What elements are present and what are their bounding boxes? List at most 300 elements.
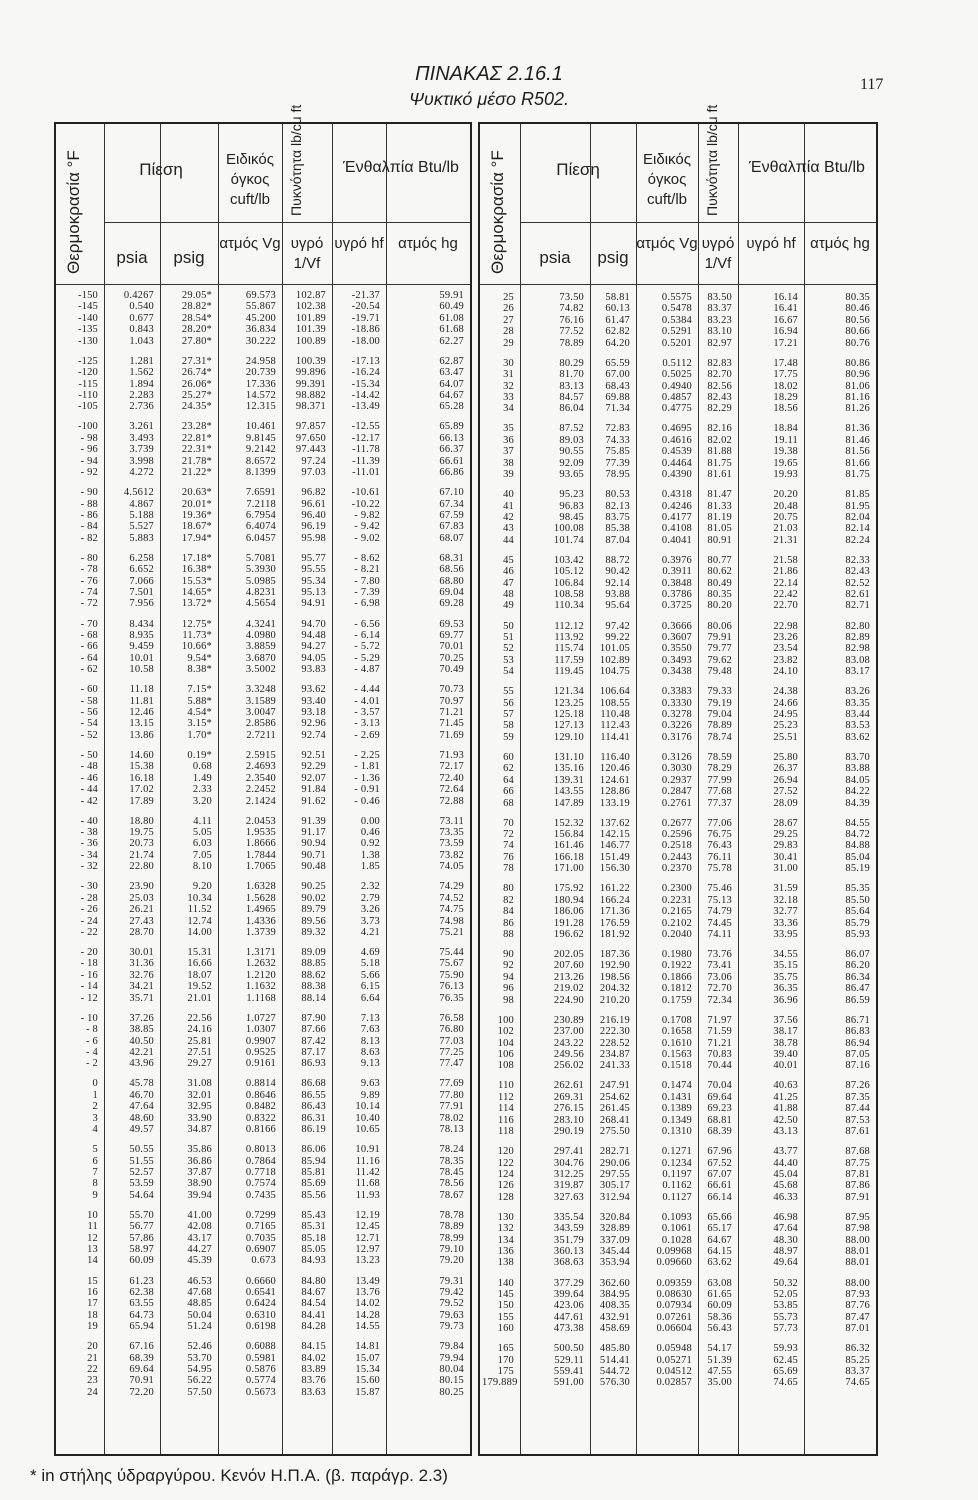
table-cell: 0.4267 — [123, 290, 154, 301]
table-cell: 27.43 — [129, 915, 154, 927]
table-cell: 57.50 — [187, 1386, 212, 1398]
table-cell: 106 — [497, 1048, 514, 1060]
table-cell: 88.00 — [845, 1234, 870, 1246]
table-cell: 68.31 — [439, 552, 464, 564]
table-cell: 16.66 — [187, 958, 212, 970]
table-cell: 35.00 — [707, 1377, 732, 1389]
table-cell: 76 — [503, 851, 514, 863]
table-cell: 28 — [503, 326, 514, 338]
table-cell: 64.15 — [707, 1246, 732, 1257]
table-cell: 65.89 — [439, 421, 464, 433]
table-cell: 78.45 — [439, 1166, 464, 1178]
table-cell: 86.34 — [845, 971, 870, 983]
table-cell: 87.86 — [845, 1180, 870, 1192]
table-cell: 12.45 — [355, 1221, 380, 1233]
table-cell: 72.88 — [439, 795, 464, 807]
table-cell: 80.86 — [845, 357, 870, 369]
table-cell: 80.29 — [559, 357, 584, 369]
table-cell: 83.50 — [707, 292, 732, 303]
table-cell: 15.31 — [187, 947, 212, 958]
table-cell: - 52 — [80, 729, 98, 741]
table-cell: 5.188 — [129, 509, 154, 521]
table-cell: 77.25 — [439, 1046, 464, 1058]
table-cell: 30.01 — [129, 947, 154, 958]
table-cell: 37.26 — [129, 1012, 154, 1024]
table-cell: 79.33 — [707, 686, 732, 698]
table-cell: 216.19 — [599, 1014, 630, 1026]
table-cell: 7.2118 — [246, 498, 276, 510]
table-cell: 86.94 — [845, 1037, 870, 1049]
table-cell: 139.31 — [553, 774, 584, 786]
table-cell: 56.77 — [129, 1221, 154, 1233]
header-divider — [520, 222, 876, 223]
table-cell: 230.89 — [553, 1014, 584, 1026]
table-cell: 0.5291 — [661, 326, 692, 338]
table-cell: 62 — [503, 763, 514, 775]
table-cell: 86.55 — [301, 1089, 326, 1101]
table-cell: 41 — [503, 500, 514, 512]
table-cell: 80.46 — [845, 303, 870, 315]
table-cell: 87.75 — [845, 1157, 870, 1169]
table-cell: 64.20 — [605, 337, 630, 349]
table-cell: 4.867 — [129, 498, 154, 510]
table-cell: 20.48 — [773, 500, 798, 512]
table-cell: 0.04512 — [656, 1366, 692, 1377]
table-cell: 2.1424 — [245, 795, 276, 807]
table-cell: 514.41 — [599, 1354, 630, 1366]
table-cell: - 88 — [80, 498, 98, 510]
table-cell: 328.89 — [599, 1223, 630, 1235]
table-cell: 198.56 — [599, 971, 630, 983]
table-cell: 92.29 — [301, 761, 326, 773]
table-cell: -10.61 — [351, 487, 380, 499]
table-cell: 68.07 — [439, 532, 464, 544]
table-cell: 23.28* — [181, 421, 212, 433]
table-cell: 0.4041 — [661, 534, 692, 546]
table-cell: - 8.21 — [354, 564, 380, 576]
table-cell: 71.21 — [707, 1037, 732, 1049]
table-cell: - 26 — [80, 904, 98, 916]
footnote: * in στήλης ύδραργύρου. Κενόν Η.Π.Α. (β. παράγρ. 2.3) — [30, 1466, 448, 1485]
column-divider — [590, 124, 591, 1454]
table-cell: 97.650 — [295, 432, 326, 444]
table-cell: 39 — [503, 469, 514, 480]
table-cell: 29.27 — [187, 1058, 212, 1070]
table-cell: 48.85 — [187, 1298, 212, 1310]
table-cell: 31 — [503, 369, 514, 381]
table-cell: 0.3550 — [661, 643, 692, 655]
table-cell: 16.14 — [773, 292, 798, 303]
table-cell: 123.25 — [553, 697, 584, 709]
table-cell: 25.81 — [187, 1035, 212, 1047]
table-cell: 8 — [92, 1178, 98, 1190]
table-cell: 13.49 — [355, 1275, 380, 1287]
table-cell: 89.09 — [301, 947, 326, 958]
table-cell: 26.21 — [129, 904, 154, 916]
table-cell: 21.31 — [773, 534, 798, 546]
table-cell: 3.6870 — [245, 652, 276, 664]
table-cell: 85.69 — [301, 1178, 326, 1190]
table-cell: 345.44 — [599, 1246, 630, 1257]
table-cell: 45.78 — [129, 1078, 154, 1090]
table-cell: 0.2761 — [661, 797, 692, 809]
table-cell: 0.673 — [251, 1255, 276, 1267]
table-cell: 18.56 — [773, 403, 798, 415]
table-cell: 33.36 — [773, 917, 798, 929]
table-cell: 145 — [497, 1288, 514, 1300]
table-cell: 1.7065 — [245, 861, 276, 873]
table-cell: 79.20 — [439, 1255, 464, 1267]
table-cell: 9.54* — [187, 652, 212, 664]
header-density: Πυκνότητα lb/cu ft — [704, 104, 720, 216]
table-cell: 0.5478 — [661, 303, 692, 315]
table-cell: 192.90 — [599, 960, 630, 972]
table-cell: - 14 — [80, 981, 98, 993]
table-cell: 50.32 — [773, 1277, 798, 1289]
table-cell: - 98 — [80, 432, 98, 444]
table-cell: 399.64 — [553, 1288, 584, 1300]
table-cell: 60 — [503, 751, 514, 763]
table-cell: 0.3786 — [661, 589, 692, 600]
table-cell: 196.62 — [553, 928, 584, 940]
table-cell: 0.3666 — [661, 620, 692, 632]
table-cell: 15.34 — [355, 1364, 380, 1375]
table-cell: - 4.87 — [354, 664, 380, 676]
table-cell: 14.81 — [355, 1341, 380, 1353]
table-cell: 37.87 — [187, 1166, 212, 1178]
table-cell: 21 — [87, 1352, 98, 1364]
table-cell: 47.64 — [129, 1101, 154, 1113]
table-cell: 1.6328 — [245, 881, 276, 893]
table-cell: 12.315 — [245, 401, 276, 413]
table-cell: -12.17 — [351, 432, 380, 444]
table-cell: 2.736 — [129, 401, 154, 413]
table-cell: 80.15 — [439, 1375, 464, 1387]
table-cell: -11.39 — [352, 455, 380, 467]
table-cell: 97.24 — [301, 455, 326, 467]
table-cell: - 7.39 — [354, 587, 380, 598]
table-cell: 10.01 — [129, 652, 154, 664]
table-cell: 80.35 — [845, 292, 870, 303]
header-temperature: Θερμοκρασία °F — [64, 150, 83, 274]
header-vapor-hg: ατμός hg — [398, 235, 458, 252]
table-cell: 3.261 — [129, 421, 154, 433]
table-cell: 335.54 — [553, 1211, 584, 1223]
table-cell: 0.92 — [360, 838, 380, 850]
table-cell: 131.10 — [553, 751, 584, 763]
table-cell: 0.4940 — [661, 380, 692, 392]
table-cell: 237.00 — [553, 1026, 584, 1038]
table-cell: 67.07 — [707, 1168, 732, 1180]
table-cell: 36.35 — [773, 983, 798, 995]
table-cell: 67.10 — [439, 487, 464, 499]
table-cell: 155 — [497, 1311, 514, 1323]
table-cell: - 9.82 — [354, 509, 380, 521]
table-cell: 130 — [497, 1211, 514, 1223]
table-cell: 0.1708 — [661, 1014, 692, 1026]
table-cell: 80.04 — [439, 1364, 464, 1375]
table-cell: 66.61 — [707, 1180, 732, 1192]
table-cell: -21.37 — [351, 290, 380, 301]
table-cell: 41.88 — [773, 1103, 798, 1115]
table-cell: 3.1589 — [245, 695, 276, 707]
table-cell: - 64 — [80, 652, 98, 664]
table-cell: 78.89 — [559, 337, 584, 349]
table-cell: 0.1127 — [662, 1191, 692, 1203]
table-cell: 121.34 — [553, 686, 584, 698]
table-cell: 18.02 — [773, 380, 798, 392]
table-cell: 75.44 — [439, 947, 464, 958]
table-cell: 71.69 — [439, 729, 464, 741]
table-cell: 143.55 — [553, 786, 584, 798]
table-cell: 5 — [92, 1144, 98, 1156]
table-cell: 52.46 — [187, 1341, 212, 1353]
table-cell: 13.76 — [355, 1286, 380, 1298]
table-cell: 17.75 — [773, 369, 798, 381]
table-cell: 79.42 — [439, 1286, 464, 1298]
table-cell: 97.42 — [605, 620, 630, 632]
table-cell: 43.13 — [773, 1126, 798, 1137]
table-cell: 84.67 — [301, 1286, 326, 1298]
table-cell: 559.41 — [553, 1366, 584, 1377]
table-cell: 32.01 — [187, 1089, 212, 1101]
table-cell: 29.83 — [773, 840, 798, 852]
table-cell: 0.5981 — [245, 1352, 276, 1364]
table-cell: 57 — [503, 709, 514, 720]
table-cell: 87.91 — [845, 1191, 870, 1203]
table-cell: 93.62 — [301, 684, 326, 696]
table-cell: - 4.44 — [354, 684, 380, 696]
header-vapor-vg: ατμός Vg — [636, 235, 698, 252]
table-cell: 165 — [497, 1343, 514, 1355]
table-cell: 312.25 — [553, 1168, 584, 1180]
table-cell: 102.89 — [599, 654, 630, 666]
table-cell: 28.67 — [773, 817, 798, 829]
table-cell: 0.3278 — [661, 709, 692, 720]
table-cell: 80.66 — [845, 326, 870, 338]
table-cell: 0.1518 — [661, 1060, 692, 1072]
table-cell: 0.4390 — [661, 469, 692, 480]
table-cell: 0.2165 — [661, 906, 692, 918]
table-cell: 93.88 — [605, 589, 630, 600]
table-cell: 0.1389 — [661, 1103, 692, 1115]
table-cell: 0.1197 — [662, 1168, 692, 1180]
table-cell: 128.86 — [599, 786, 630, 798]
table-cell: 90.48 — [301, 861, 326, 873]
table-cell: 408.35 — [599, 1300, 630, 1312]
table-cell: 87.90 — [301, 1012, 326, 1024]
table-cell: 170 — [497, 1354, 514, 1366]
table-cell: -115 — [78, 378, 98, 390]
table-cell: 4.8231 — [245, 587, 276, 598]
table-cell: 0.4539 — [661, 446, 692, 458]
table-cell: 80.62 — [707, 566, 732, 578]
table-cell: 27.31* — [181, 355, 212, 367]
table-cell: 362.60 — [599, 1277, 630, 1289]
table-cell: 71.34 — [605, 403, 630, 415]
table-cell: 243.22 — [553, 1037, 584, 1049]
table-cell: 171.00 — [553, 863, 584, 875]
table-cell: 191.28 — [553, 917, 584, 929]
table-cell: 87.53 — [845, 1114, 870, 1126]
table-cell: 0.7035 — [245, 1232, 276, 1244]
table-cell: 70.44 — [707, 1060, 732, 1072]
table-cell: 3.0047 — [245, 707, 276, 718]
table-cell: - 68 — [80, 629, 98, 641]
table-cell: 135.16 — [553, 763, 584, 775]
table-cell: 3.26 — [360, 904, 380, 916]
table-cell: - 18 — [80, 958, 98, 970]
table-cell: 19.75 — [129, 827, 154, 838]
table-cell: 275.50 — [599, 1126, 630, 1137]
table-cell: 13 — [87, 1244, 98, 1255]
table-cell: 74.11 — [707, 928, 732, 940]
table-cell: 43.77 — [773, 1146, 798, 1158]
table-cell: 86.07 — [845, 949, 870, 960]
table-cell: 6.64 — [360, 992, 380, 1004]
table-cell: 7.066 — [129, 575, 154, 587]
table-cell: 66.13 — [439, 432, 464, 444]
table-cell: 161.22 — [599, 883, 630, 895]
table-cell: 115.74 — [554, 643, 584, 655]
table-cell: 48.97 — [773, 1246, 798, 1257]
table-cell: 21.74 — [129, 849, 154, 861]
table-cell: 46.98 — [773, 1211, 798, 1223]
table-cell: 100.89 — [295, 335, 326, 347]
table-cell: 61.47 — [605, 314, 630, 326]
table-cell: 5.7081 — [245, 552, 276, 564]
table-cell: 0.9161 — [245, 1058, 276, 1070]
table-cell: 80.53 — [605, 489, 630, 501]
table-cell: 85.43 — [301, 1209, 326, 1221]
table-cell: - 3.13 — [354, 718, 380, 730]
table-cell: 17.18* — [181, 552, 212, 564]
table-cell: 10 — [87, 1209, 98, 1221]
table-cell: 72.64 — [439, 784, 464, 796]
table-cell: 134 — [497, 1234, 514, 1246]
table-cell: 47.68 — [187, 1286, 212, 1298]
table-cell: 0.4464 — [661, 457, 692, 469]
table-cell: 9.89 — [360, 1089, 380, 1101]
table-cell: 40 — [503, 489, 514, 501]
table-cell: 75.13 — [707, 894, 732, 906]
table-cell: 161.46 — [553, 840, 584, 852]
table-cell: -11.01 — [352, 467, 380, 478]
table-cell: 101.74 — [553, 534, 584, 546]
table-cell: 6.7954 — [245, 509, 276, 521]
table-cell: 0.2370 — [661, 863, 692, 875]
table-cell: 110.34 — [554, 600, 584, 612]
table-cell: 51.39 — [707, 1354, 732, 1366]
table-cell: 1.8666 — [245, 838, 276, 850]
table-cell: 0.05948 — [656, 1343, 692, 1355]
table-left — [54, 104, 472, 1456]
table-cell: 27.52 — [773, 786, 798, 798]
table-cell: 58 — [503, 720, 514, 732]
table-cell: 84.41 — [301, 1309, 326, 1321]
table-cell: 46.70 — [129, 1089, 154, 1101]
table-cell: 82.43 — [845, 566, 870, 578]
table-cell: 0.00 — [360, 815, 380, 827]
table-cell: 87.04 — [605, 534, 630, 546]
table-cell: 2.32 — [360, 881, 380, 893]
table-cell: 81.46 — [845, 434, 870, 446]
table-cell: 11.81 — [129, 695, 154, 707]
table-cell: 82.80 — [845, 620, 870, 632]
column-divider — [332, 124, 333, 1454]
table-cell: 1.9535 — [245, 827, 276, 838]
table-cell: 80.35 — [707, 589, 732, 600]
table-cell: - 8 — [86, 1024, 98, 1036]
table-cell: 46 — [503, 566, 514, 578]
table-cell: 35.15 — [773, 960, 798, 972]
table-cell: 7.05 — [192, 849, 212, 861]
table-cell: 82.14 — [845, 523, 870, 535]
table-cell: 45.04 — [773, 1168, 798, 1180]
table-cell: 4.21 — [360, 926, 380, 938]
table-cell: 65.94 — [129, 1321, 154, 1333]
table-cell: 0.2040 — [661, 928, 692, 940]
table-cell: 72.34 — [707, 994, 732, 1006]
table-cell: 0.4775 — [661, 403, 692, 415]
table-cell: 87.16 — [845, 1060, 870, 1072]
table-cell: 24.66 — [773, 697, 798, 709]
table-cell: 29.05* — [181, 290, 212, 301]
table-cell: 84.80 — [301, 1275, 326, 1287]
table-cell: 74.75 — [439, 904, 464, 916]
table-cell: 79.63 — [439, 1309, 464, 1321]
table-cell: 87.66 — [301, 1024, 326, 1036]
column-divider — [636, 124, 637, 1454]
table-cell: 23.90 — [129, 881, 154, 893]
table-cell: -16.24 — [351, 367, 380, 379]
header-volume: Ειδικός όγκος cuft/lb — [226, 151, 274, 208]
table-cell: 0.06604 — [656, 1323, 692, 1335]
table-cell: 84.54 — [301, 1298, 326, 1310]
table-cell: 88.00 — [845, 1277, 870, 1289]
table-cell: 63.47 — [439, 367, 464, 379]
table-cell: 43.17 — [187, 1232, 212, 1244]
table-cell: 95.13 — [301, 587, 326, 598]
table-cell: 1.7844 — [245, 849, 276, 861]
table-cell: 8.63 — [360, 1046, 380, 1058]
table-cell: 95.77 — [301, 552, 326, 564]
table-cell: 96.82 — [301, 487, 326, 499]
table-cell: 45 — [503, 554, 514, 566]
table-cell: 74.33 — [605, 434, 630, 446]
table-cell: - 74 — [80, 587, 98, 598]
table-cell: 18.80 — [129, 815, 154, 827]
table-cell: - 62 — [80, 664, 98, 676]
table-cell: 83.63 — [301, 1386, 326, 1398]
table-cell: 0.2443 — [661, 851, 692, 863]
table-cell: 101.39 — [295, 324, 326, 336]
table-cell: 71.59 — [707, 1026, 732, 1038]
table-cell: 80.06 — [707, 620, 732, 632]
table-cell: 82.16 — [707, 423, 732, 435]
table-cell: 82.61 — [845, 589, 870, 600]
table-cell: 61.08 — [439, 312, 464, 324]
table-cell: 16.18 — [129, 772, 154, 784]
table-cell: 432.91 — [599, 1311, 630, 1323]
table-cell: 2.3540 — [245, 772, 276, 784]
table-cell: 99.896 — [295, 367, 326, 379]
table-cell: 14 — [87, 1255, 98, 1267]
table-cell: 1.0727 — [245, 1012, 276, 1024]
table-cell: 40.01 — [773, 1060, 798, 1072]
table-cell: 8.13 — [360, 1035, 380, 1047]
table-cell: 0.3176 — [661, 731, 692, 743]
